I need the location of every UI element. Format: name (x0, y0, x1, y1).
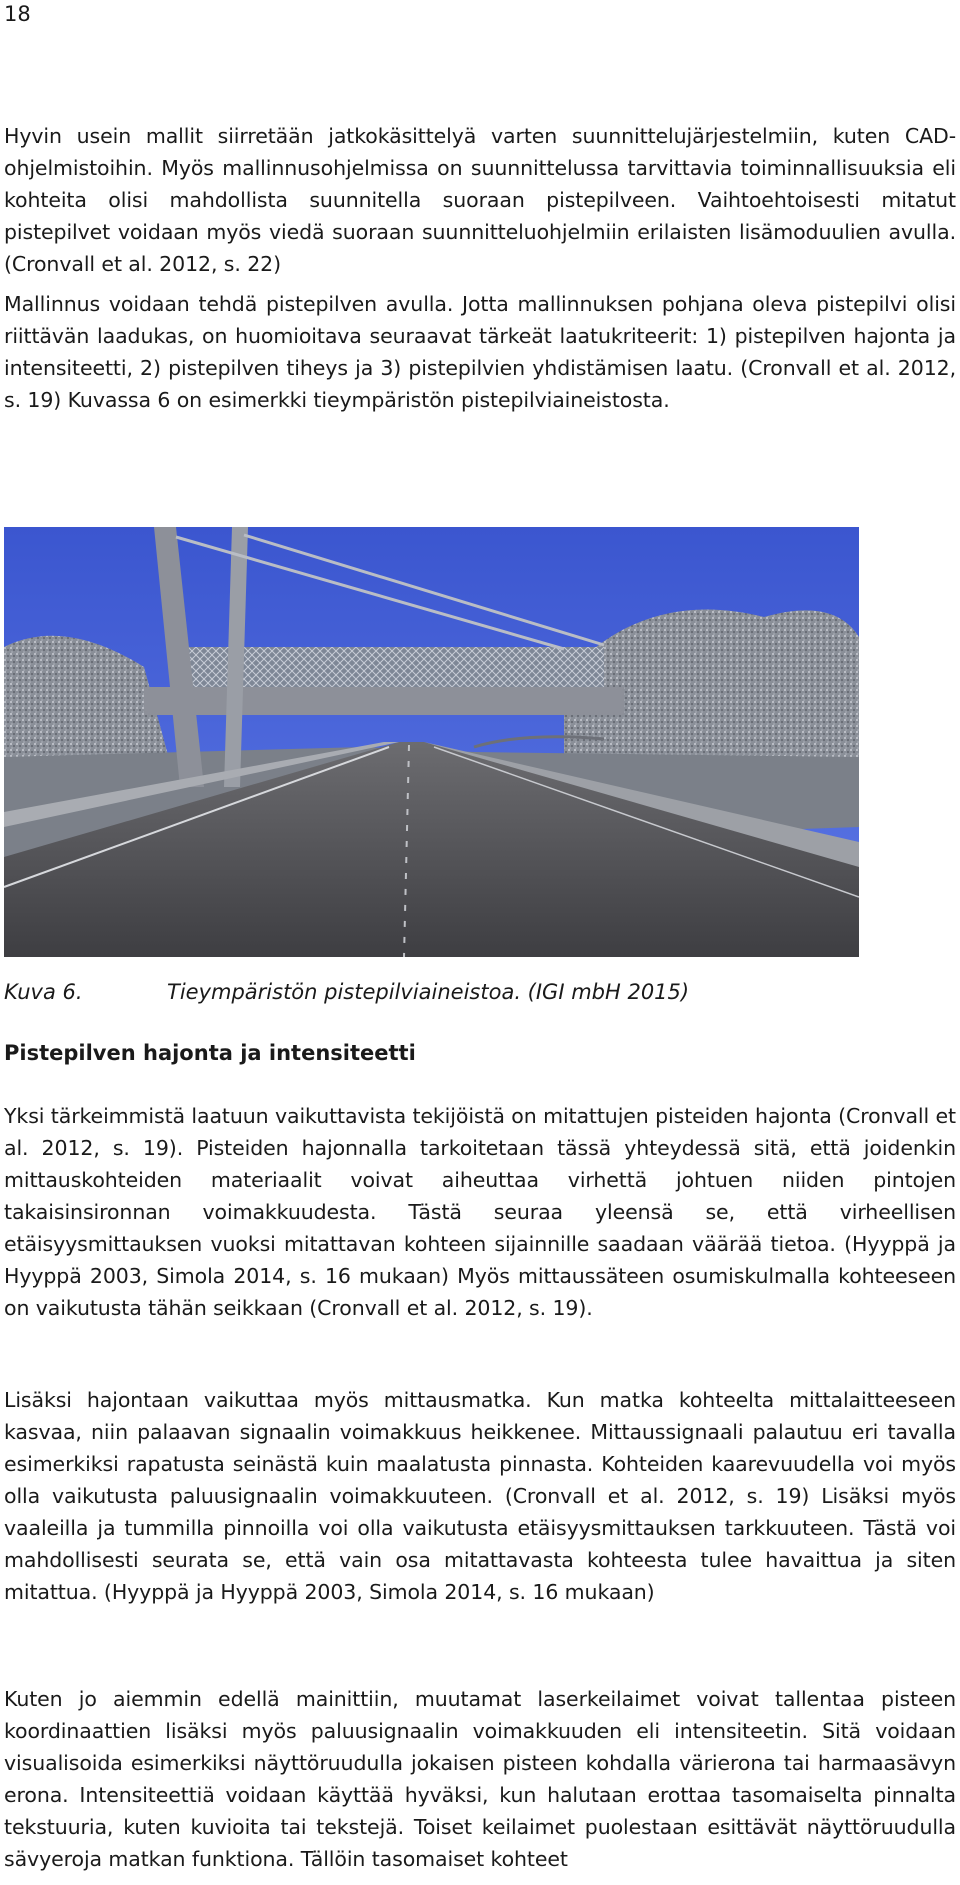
figure-caption (4, 976, 689, 1008)
section-heading: Pistepilven hajonta ja intensiteetti (4, 1041, 416, 1065)
paragraph-2: Mallinnus voidaan tehdä pistepilven avulla. Jotta mallinnuksen pohjana oleva pistepilvi olisi riittävän laadukas, on huomioitava seuraavat tärkeät laatukriteerit: 1) pistepilven hajonta ja intensiteetti, 2) pistepilven tiheys ja 3) pistepilvien yhdistämisen laatu. (Cronvall et al. 2012, s. 19) Kuvassa 6 on esimerkki tieympäristön pistepilviaineistosta. (4, 292, 956, 412)
paragraph-3: Yksi tärkeimmistä laatuun vaikuttavista tekijöistä on mitattujen pisteiden hajonta (Cronvall et al. 2012, s. 19). Pisteiden hajonnalla tarkoitetaan tässä yhteydessä sitä, että joidenkin mittauskohteiden materiaalit voivat aiheuttaa virhettä johtuen niiden pintojen takaisinsironnan voimakkuudesta. Tästä seuraa yleensä se, että virheellisen etäisyysmittauksen vuoksi mitattavan kohteen sijainnille saadaan väärää tietoa. (Hyyppä ja Hyyppä 2003, Simola 2014, s. 16 mukaan) Myös mittaussäteen osumiskulmalla kohteeseen on vaikutusta tähän seikkaan (Cronvall et al. 2012, s. 19). (4, 1104, 956, 1320)
caption-text: Tieympäristön pistepilviaineistoa. (IGI mbH 2015) (167, 980, 690, 1004)
point-cloud-road-bridge-image (4, 527, 859, 957)
figure-point-cloud-image (4, 527, 859, 957)
paragraph-5: Kuten jo aiemmin edellä mainittiin, muutamat laserkeilaimet voivat tallentaa pisteen koordinaattien lisäksi myös paluusignaalin voimakkuuden eli intensiteetin. Sitä voidaan visualisoida esimerkiksi näyttöruudulla jokaisen pisteen kohdalla värierona tai harmaasävyn erona. Intensiteettiä voidaan käyttää hyväksi, kun halutaan erottaa tasomaiselta pinnalta tekstuuria, kuten kuvioita tai tekstejä. Toiset keilaimet puolestaan esittävät näyttöruudulla sävyeroja matkan funktiona. Tällöin tasomaiset kohteet (4, 1687, 956, 1871)
page-number: 18 (4, 2, 31, 26)
paragraph-1: Hyvin usein mallit siirretään jatkokäsittelyä varten suunnittelujärjestelmiin, kuten CAD-ohjelmistoihin. Myös mallinnusohjelmissa on suunnittelussa tarvittavia toiminnallisuuksia eli kohteita olisi mahdollista suunnitella suoraan pistepilveen. Vaihtoehtoisesti mitatut pistepilvet voidaan myös viedä suoraan suunnitteluohjelmiin erilaisten lisämoduulien avulla. (Cronvall et al. 2012, s. 22) (4, 124, 956, 276)
caption-label: Kuva 6. (4, 980, 83, 1004)
paragraph-4: Lisäksi hajontaan vaikuttaa myös mittausmatka. Kun matka kohteelta mittalaitteeseen kasvaa, niin palaavan signaalin voimakkuus heikkenee. Mittaussignaali palautuu eri tavalla esimerkiksi rapatusta seinästä kuin maalatusta pinnasta. Kohteiden kaarevuudella voi myös olla vaikutusta paluusignaalin voimakkuuteen. (Cronvall et al. 2012, s. 19) Lisäksi myös vaaleilla ja tummilla pinnoilla voi olla vaikutusta etäisyysmittauksen tarkkuuteen. Tästä voi mahdollisesti seurata se, että vain osa mitattavasta kohteesta tulee havaittua ja siten mitattua. (Hyyppä ja Hyyppä 2003, Simola 2014, s. 16 mukaan) (4, 1388, 956, 1604)
